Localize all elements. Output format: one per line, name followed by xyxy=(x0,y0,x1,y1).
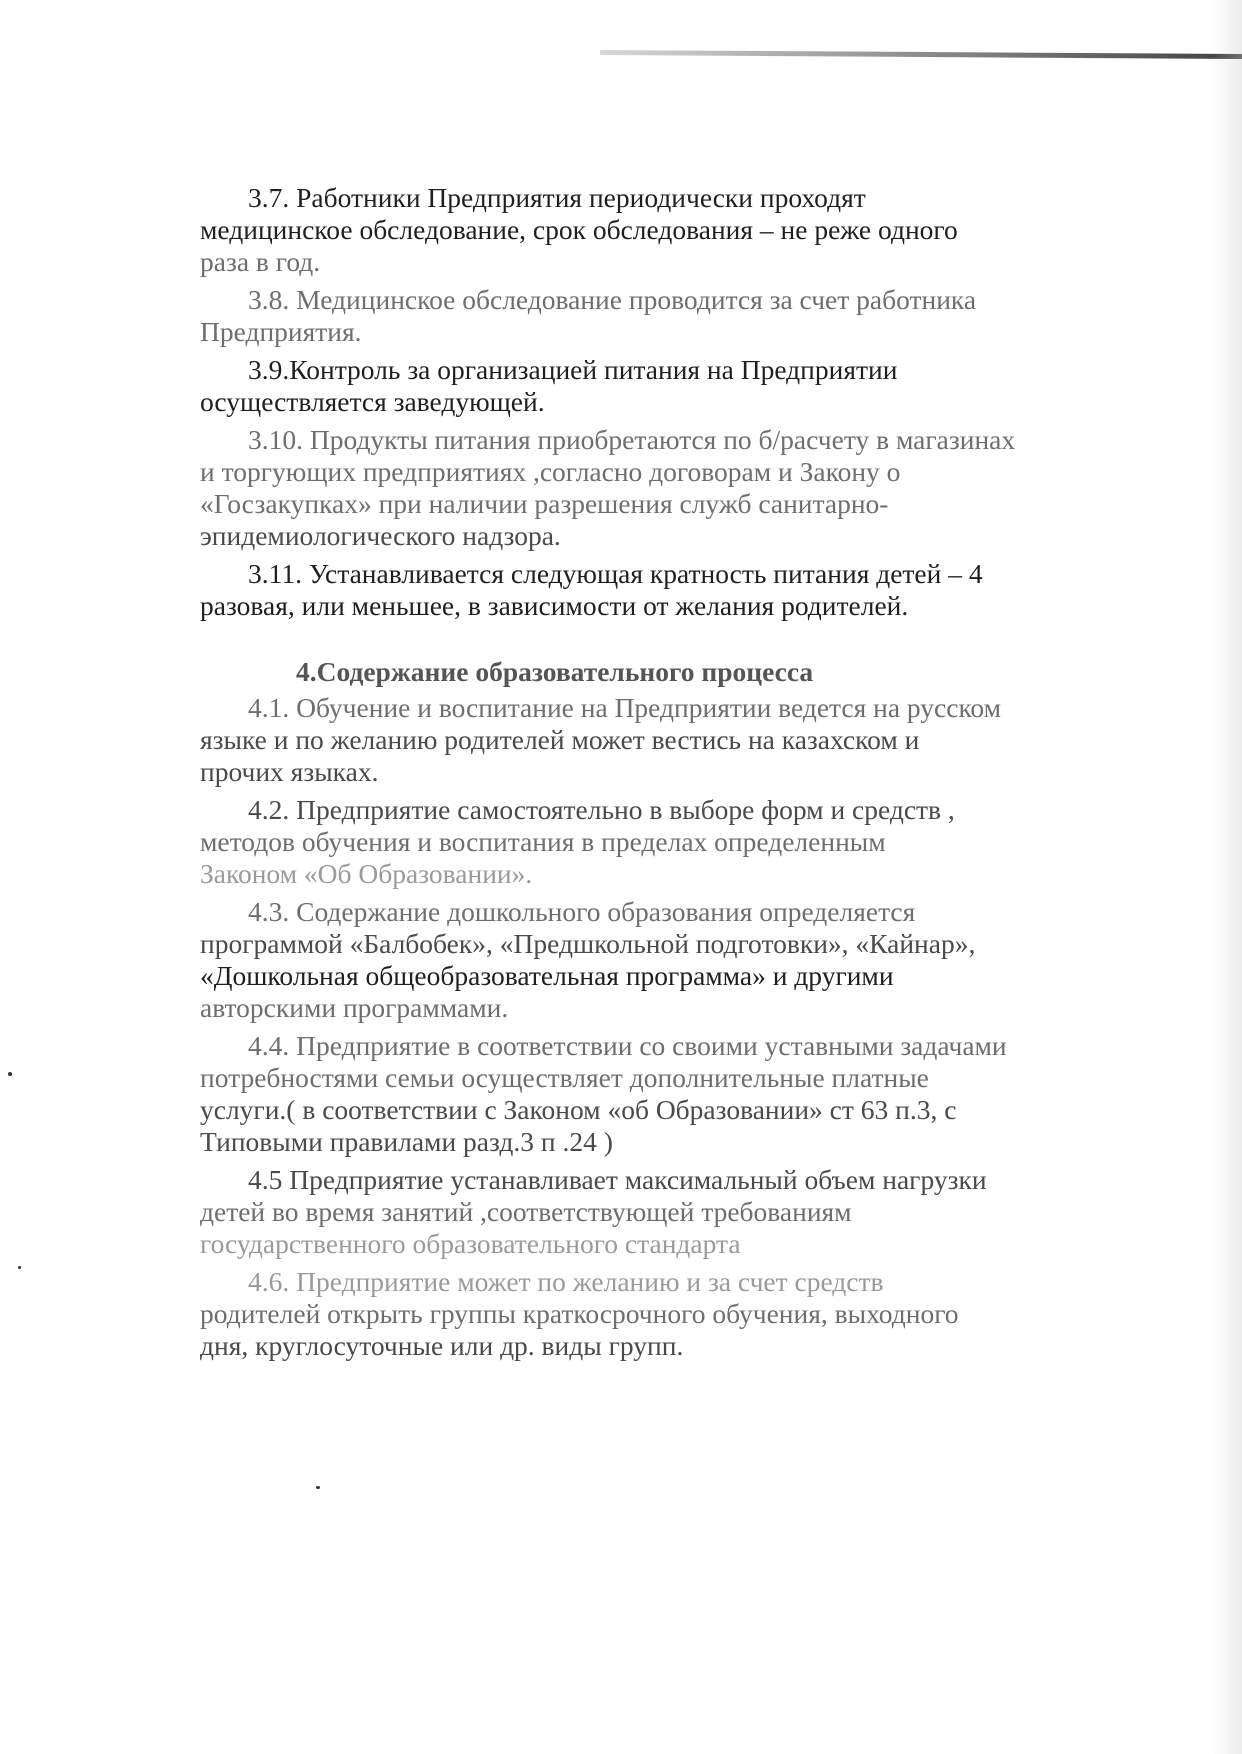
text-line: 3.11. Устанавливается следующая кратность питания детей – 4 xyxy=(248,558,983,589)
text-line: раза в год. xyxy=(200,246,321,277)
text-line: языке и по желанию родителей может вестись на казахском и xyxy=(200,724,920,755)
paragraph-4-5 xyxy=(200,1164,1130,1260)
text-line: «Дошкольная общеобразовательная программа» и другими xyxy=(200,960,894,991)
text-line: Предприятия. xyxy=(200,316,362,347)
paragraph-3-10 xyxy=(200,424,1130,552)
text-line: 4.1. Обучение и воспитание на Предприятии ведется на русском xyxy=(248,692,1002,723)
paragraph-4-3 xyxy=(200,896,1130,1024)
text-line: методов обучения и воспитания в пределах определенным xyxy=(200,826,886,857)
section-heading: 4.Содержание образовательного процесса xyxy=(296,656,814,687)
text-line: 4.3. Содержание дошкольного образования определяется xyxy=(248,896,916,927)
text-line: авторскими программами. xyxy=(200,992,509,1023)
text-line: и торгующих предприятиях ,согласно договорам и Закону о xyxy=(200,456,901,487)
paragraph-3-11 xyxy=(200,558,1130,622)
paragraph-3-9 xyxy=(200,354,1130,418)
text-line: 4.6. Предприятие может по желанию и за счет средств xyxy=(248,1266,884,1297)
text-line: эпидемиологического надзора. xyxy=(200,520,561,551)
scan-edge-top xyxy=(600,50,1242,59)
text-line: медицинское обследование, срок обследования – не реже одного xyxy=(200,214,958,245)
text-line: программой «Балбобек», «Предшкольной подготовки», «Кайнар», xyxy=(200,928,976,959)
scan-edge-right xyxy=(1212,0,1242,1754)
scan-speck xyxy=(8,1072,12,1076)
text-line: 4.4. Предприятие в соответствии со своими уставными задачами xyxy=(248,1030,1007,1061)
paragraph-4-4 xyxy=(200,1030,1130,1158)
text-line: детей во время занятий ,соответствующей требованиям xyxy=(200,1196,852,1227)
text-line: потребностями семьи осуществляет дополнительные платные xyxy=(200,1062,929,1093)
text-line: Законом «Об Образовании». xyxy=(200,858,533,889)
text-line: 3.10. Продукты питания приобретаются по б/расчету в магазинах xyxy=(248,424,1016,455)
text-line: дня, круглосуточные или др. виды групп. xyxy=(200,1330,684,1361)
text-line: 4.5 Предприятие устанавливает максимальный объем нагрузки xyxy=(248,1164,987,1195)
text-line: прочих языках. xyxy=(200,756,379,787)
text-line: Типовыми правилами разд.3 п .24 ) xyxy=(200,1126,613,1157)
text-line: осуществляется заведующей. xyxy=(200,386,545,417)
text-line: 3.8. Медицинское обследование проводится за счет работника xyxy=(248,284,977,315)
scan-speck xyxy=(316,1486,320,1489)
text-line: 4.2. Предприятие самостоятельно в выборе форм и средств , xyxy=(248,794,955,825)
text-line: 3.7. Работники Предприятия периодически проходят xyxy=(248,182,866,213)
text-line: родителей открыть группы краткосрочного обучения, выходного xyxy=(200,1298,959,1329)
paragraph-4-2 xyxy=(200,794,1130,890)
scan-speck xyxy=(18,1266,21,1269)
paragraph-3-7 xyxy=(200,182,1130,278)
text-line: «Госзакупках» при наличии разрешения служб санитарно- xyxy=(200,488,889,519)
paragraph-4-6 xyxy=(200,1266,1130,1362)
text-line: разовая, или меньшее, в зависимости от желания родителей. xyxy=(200,590,909,621)
text-line: 3.9.Контроль за организацией питания на Предприятии xyxy=(248,354,898,385)
paragraph-4-1 xyxy=(200,692,1130,788)
text-line: государственного образовательного стандарта xyxy=(200,1228,741,1259)
paragraph-3-8 xyxy=(200,284,1130,348)
document-page xyxy=(200,182,1130,1368)
text-line: услуги.( в соответствии с Законом «об Образовании» ст 63 п.3, с xyxy=(200,1094,957,1125)
